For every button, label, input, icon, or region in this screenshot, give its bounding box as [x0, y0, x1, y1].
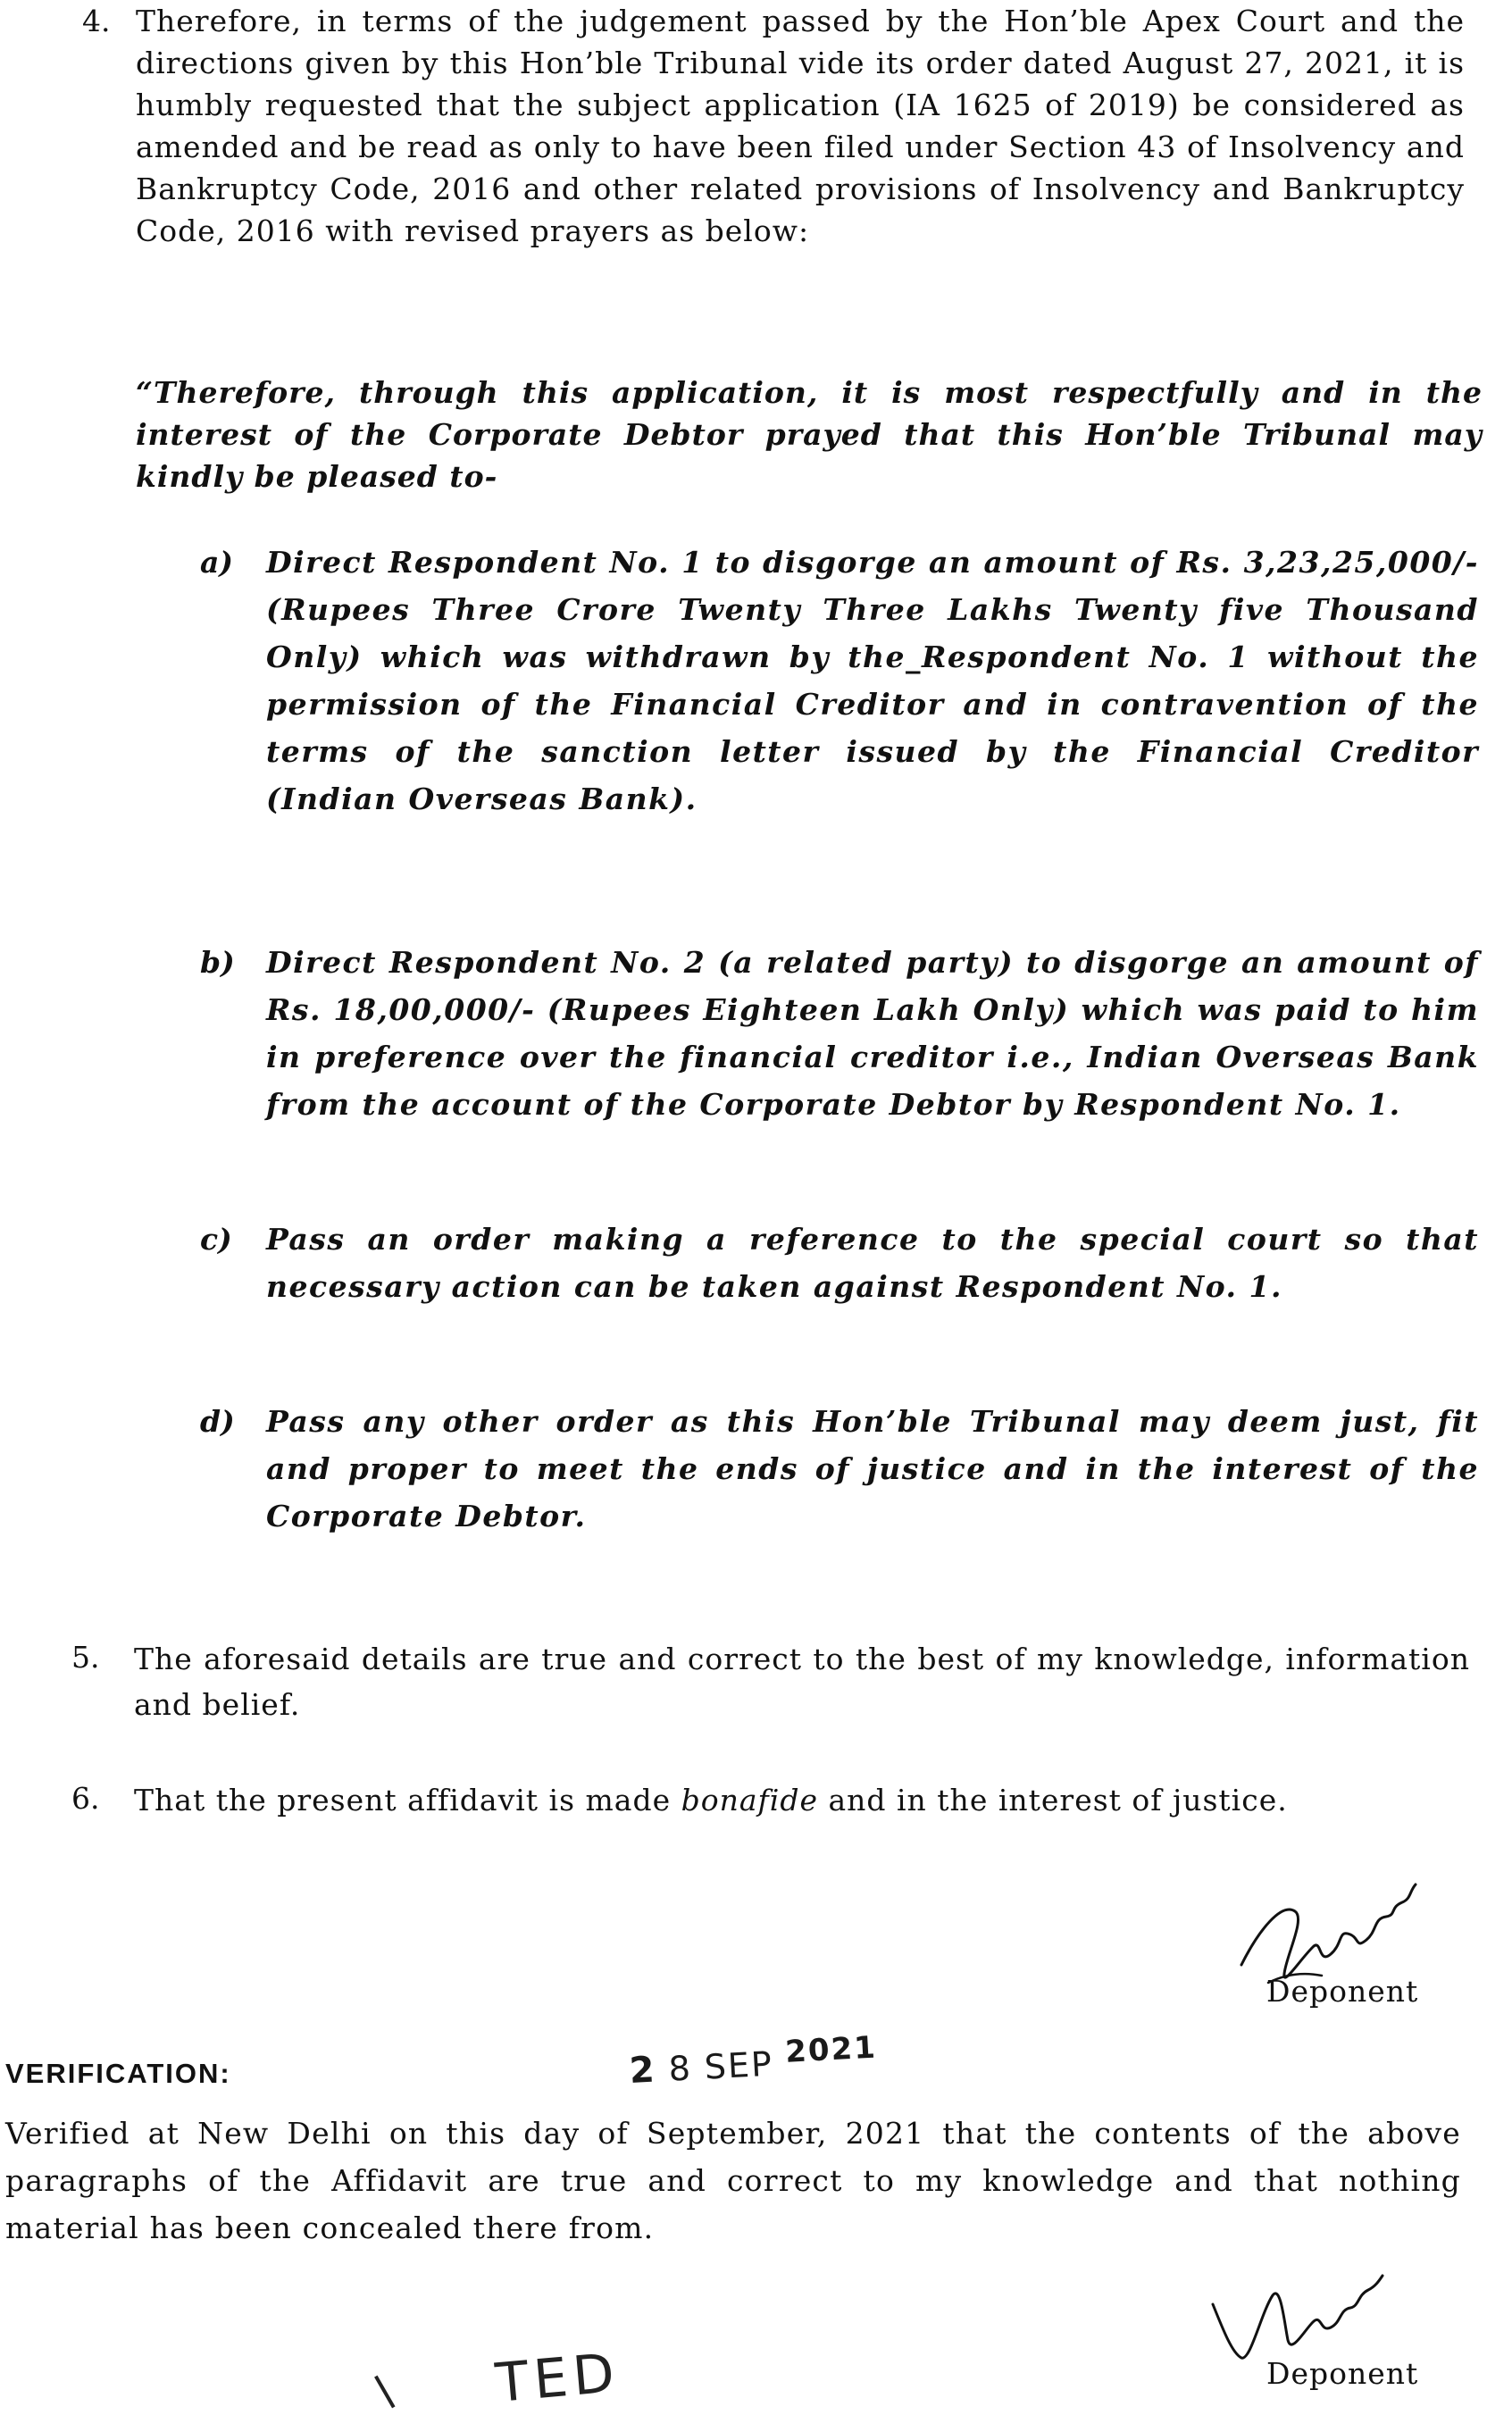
stamp-fragment: TED	[493, 2342, 622, 2415]
prayer-d-text: Pass any other order as this Hon’ble Tribunal may deem just, fit and proper to meet the ends of justice and in the interest of the Corporate Debtor.	[266, 1404, 1479, 1533]
deponent-label-2: Deponent	[1266, 2356, 1419, 2391]
prayer-b-marker: b)	[200, 945, 235, 980]
verification-heading: VERIFICATION:	[5, 2058, 231, 2089]
para-6-text-end: and in the interest of justice.	[817, 1783, 1288, 1818]
prayer-intro: “Therefore, through this application, it is most respectfully and in the interest of the Corporate Debtor prayed that this Hon’ble Tribunal may kindly be pleased to-	[136, 375, 1483, 494]
prayer-a-marker: a)	[200, 545, 233, 580]
stamp-stroke	[374, 2370, 405, 2409]
para-4-text: Therefore, in terms of the judgement passed by the Hon’ble Apex Court and the directions given by this Hon’ble Tribunal vide its order dated August 27, 2021, it is humbly requested that the subject application (IA 1625 of 2019) be considered as amended and be read as only to have been filed under Section 43 of Insolvency and Bankruptcy Code, 2016 and other related provisions of Insolvency and Bankruptcy Code, 2016 with revised prayers as below:	[136, 4, 1465, 248]
para-5-number: 5.	[71, 1640, 100, 1675]
para-4-number: 4.	[82, 4, 111, 38]
stamp-month: 8 SEP	[667, 2043, 774, 2089]
prayer-d-marker: d)	[200, 1404, 235, 1439]
para-5-text: The aforesaid details are true and correct to the best of my knowledge, information and belief.	[134, 1642, 1470, 1722]
prayer-b-text: Direct Respondent No. 2 (a related party) to disgorge an amount of Rs. 18,00,000/- (Rupees Eighteen Lakh Only) which was paid to him in preference over the financial creditor i.e., Indian Overseas Bank from the account of the Corporate Debtor by Respondent No. 1.	[266, 945, 1479, 1122]
date-stamp	[628, 2029, 879, 2092]
prayer-a-text: Direct Respondent No. 1 to disgorge an amount of Rs. 3,23,25,000/- (Rupees Three Crore Twenty Three Lakhs Twenty five Thousand Only) which was withdrawn by the_Respondent No. 1 without the permission of the Financial Creditor and in contravention of the terms of the sanction letter issued by the Financial Creditor (Indian Overseas Bank).	[266, 545, 1479, 816]
prayer-c-marker: c)	[200, 1222, 232, 1257]
para-6-text	[134, 1777, 1470, 1823]
prayer-c-text: Pass an order making a reference to the special court so that necessary action can be taken against Respondent No. 1.	[266, 1222, 1479, 1304]
para-6-text-start: That the present affidavit is made	[134, 1783, 681, 1818]
para-6-number: 6.	[71, 1781, 100, 1816]
stamp-year: 2021	[784, 2029, 878, 2070]
stamp-day: 2	[628, 2049, 657, 2092]
verification-text: Verified at New Delhi on this day of September, 2021 that the contents of the above paragraphs of the Affidavit are true and correct to my knowledge and that nothing material has been concealed there from.	[5, 2116, 1461, 2245]
bonafide-term: bonafide	[681, 1783, 818, 1818]
deponent-label: Deponent	[1266, 1974, 1419, 2009]
